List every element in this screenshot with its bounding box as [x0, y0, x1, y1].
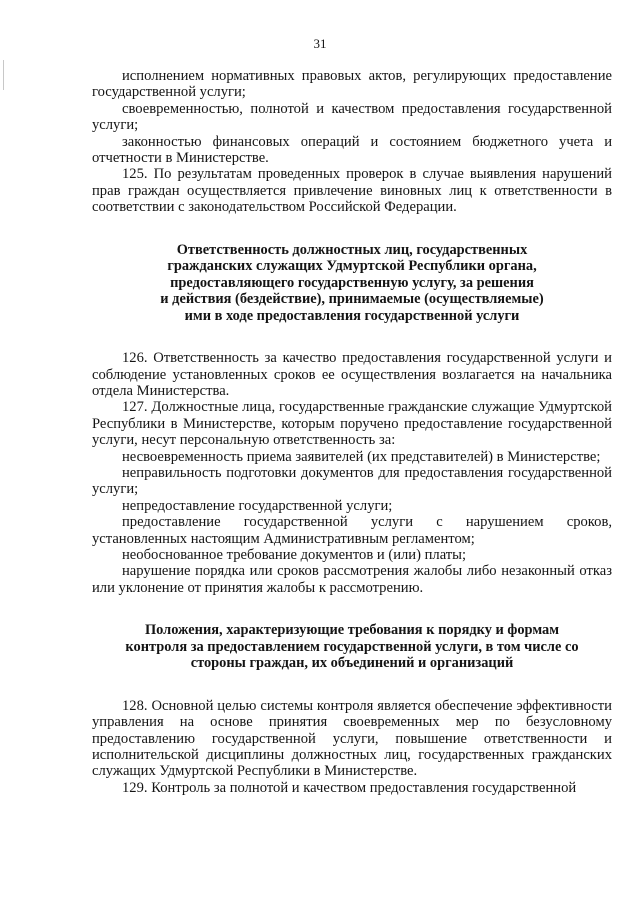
heading-line: предоставляющего государственную услугу, за решения [170, 274, 534, 291]
paragraph-128: 128. Основной целью системы контроля является обеспечение эффективности управления на основе принятия своевременных мер по безусловному предоставлению государственной услуги, повышение ответственности и исполнительской дисциплины должностных лиц, государственных гражданских служащих Удмуртской Республики в Министерстве. [92, 697, 612, 780]
heading-control-provisions [92, 622, 612, 672]
paragraph-127: 127. Должностные лица, государственные гражданские служащие Удмуртской Республики в Министерстве, которым поручено предоставление государственной услуги, несут персональную ответственность за: [92, 399, 612, 449]
responsibility-section [92, 350, 612, 596]
list-item-non-provision: непредоставление государственной услуги; [122, 497, 393, 514]
list-item-complaint-violation: нарушение порядка или сроков рассмотрения жалобы либо незаконный отказ или уклонение от принятия жалобы к рассмотрению. [92, 563, 612, 596]
heading-line: Ответственность должностных лиц, государственных [176, 241, 528, 258]
paragraph-129: 129. Контроль за полнотой и качеством предоставления государственной [122, 779, 577, 796]
heading-line: ими в ходе предоставления государственной услуги [184, 307, 520, 324]
heading-responsibility [92, 242, 612, 325]
list-item-deadline-violation: предоставление государственной услуги с нарушением сроков, установленных настоящим Административным регламентом; [92, 514, 612, 547]
paragraph-timeliness: своевременностью, полнотой и качеством предоставления государственной услуги; [92, 100, 612, 134]
list-item-untimely-reception: несвоевременность приема заявителей (их представителей) в Министерстве; [122, 448, 601, 465]
page-number: 31 [313, 36, 327, 51]
heading-line: и действия (бездействие), принимаемые (осуществляемые) [160, 291, 544, 308]
paragraph-financial: законностью финансовых операций и состоянием бюджетного учета и отчетности в Министерстве. [92, 133, 612, 167]
list-item-wrong-preparation: неправильность подготовки документов для предоставления государственной услуги; [92, 465, 612, 498]
margin-scan-mark [3, 60, 4, 90]
heading-line: Положения, характеризующие требования к порядку и формам [144, 622, 560, 639]
heading-line: контроля за предоставлением государственной услуги, в том числе со [125, 638, 579, 655]
heading-line: гражданских служащих Удмуртской Республики органа, [167, 258, 537, 275]
control-list-section [92, 68, 612, 216]
paragraph-126: 126. Ответственность за качество предоставления государственной услуги и соблюдение установленных сроков ее осуществления возлагается на начальника отдела Министерства. [92, 350, 612, 399]
paragraph-legal-acts: исполнением нормативных правовых актов, регулирующих предоставление государственной услуги; [92, 68, 612, 101]
paragraph-125: 125. По результатам проведенных проверок в случае выявления нарушений прав граждан осуществляется привлечение виновных лиц к ответственности в соответствии с законодательством Российской Федерации. [92, 166, 612, 216]
document-body [92, 68, 612, 796]
heading-line: стороны граждан, их объединений и организаций [190, 655, 514, 672]
list-item-unjustified-demand: необоснованное требование документов и (или) платы; [122, 547, 467, 564]
control-goals-section [92, 698, 612, 796]
